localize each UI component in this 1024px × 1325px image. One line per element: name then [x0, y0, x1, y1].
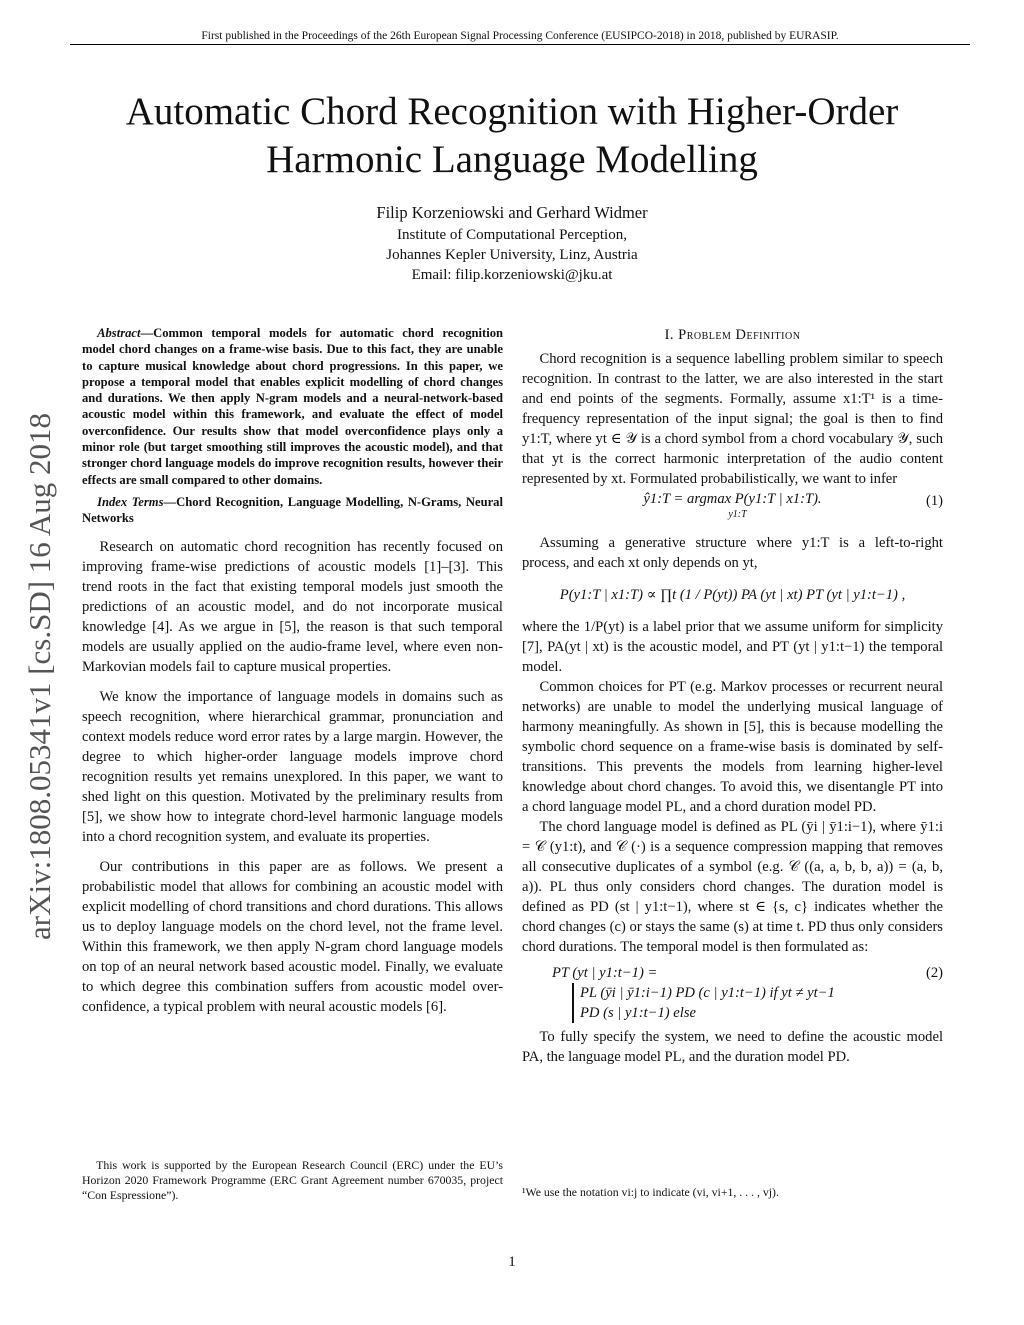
equation-2-lhs: PT (yt | y1:t−1) =: [552, 965, 658, 981]
equation-2-case-1: PL (ȳi | ȳ1:i−1) PD (c | y1:t−1) if yt ≠ yt−1: [580, 985, 835, 1001]
equation-2-case-2: PD (s | y1:t−1) else: [580, 1005, 696, 1021]
index-terms-label: Index Terms: [97, 494, 164, 509]
funding-footnote-text: This work is supported by the European Research Council (ERC) under the EU’s Horizon 2020 Framework Programme (ERC Grant Agreement number 670035, project “Con Espressione”).: [82, 1158, 503, 1202]
equation-1-number: (1): [925, 493, 943, 509]
intro-paragraph-1: Research on automatic chord recognition has recently focused on improving frame-wise predictions of acoustic models [1]–[3]. This trend roots in the fact that existing temporal models just smooth the predictions of an acoustic model, and do not incorporate musical knowledge [4]. As we argue in [5], the reason is that such temporal models are usually applied on the audio-frame level, where even non-Markovian models fail to capture musical properties.: [82, 538, 503, 675]
authors: Filip Korzeniowski and Gerhard Widmer: [376, 203, 648, 222]
paper-title: [60, 88, 964, 184]
equation-1: [522, 489, 943, 533]
equation-2-cases: [572, 983, 943, 1023]
section1-paragraph-4: Common choices for PT (e.g. Markov processes or recurrent neural networks) are unable to model the underlying musical language of harmony meaningfully. As shown in [5], this is because modelling the symbolic chord sequence on a frame-wise basis is dominated by self-transitions. This prevents the models from learning higher-level knowledge about chord changes. To avoid this, we disentangle PT into a chord language model PL, and a chord duration model PD.: [522, 679, 943, 815]
funding-footnote: [82, 1158, 503, 1203]
abstract-label: Abstract: [97, 326, 141, 340]
header-rule: [70, 44, 970, 45]
abstract: [82, 325, 503, 488]
right-column: [522, 325, 943, 1067]
section1-paragraph-3: where the 1/P(yt) is a label prior that we assume uniform for simplicity [7], PA(yt | xt) is the acoustic model, and PT (yt | y1:t−1) the temporal model.: [522, 619, 943, 675]
title-line-2: Harmonic Language Modelling: [266, 138, 758, 181]
affiliation-line: Institute of Computational Perception,: [397, 227, 627, 243]
email-line: Email: filip.korzeniowski@jku.at: [411, 267, 613, 283]
equation-2-number: (2): [925, 965, 943, 981]
equation-2: [522, 963, 943, 1023]
notation-footnote: ¹We use the notation vi:j to indicate (vi, vi+1, . . . , vj).: [522, 1185, 779, 1199]
equation-1-body: ŷ1:T = argmax P(y1:T | x1:T).: [643, 491, 822, 507]
section1-paragraph-6: To fully specify the system, we need to define the acoustic model PA, the language model PL, and the duration model PD.: [522, 1029, 943, 1065]
intro-paragraph-3: Our contributions in this paper are as follows. We present a probabilistic model that allows for combining an acoustic model with explicit modelling of chord transitions and chord durations. This allows us to deploy language models on the chord level, not the frame level. Within this framework, we then apply N-gram chord language models on top of an neural network based acoustic model. Finally, we evaluate to which degree this combination suffers from acoustic model over-confidence, a typical problem with neural acoustic models [6].: [82, 858, 503, 1015]
running-header: First published in the Proceedings of the 26th European Signal Processing Conference (EUSIPCO-2018) in 2018, published by EURASIP.: [201, 30, 839, 42]
index-terms: [82, 494, 503, 527]
abstract-text: —Common temporal models for automatic chord recognition model chord changes on a frame-wise basis. Due to this fact, they are unable to capture musical knowledge about chord progressions. In this paper, we propose a temporal model that enables explicit modelling of chord changes and durations. We then apply N-gram models and a neural-network-based acoustic model within this framework, and evaluate the effect of model overconfidence. Our results show that model overconfidence plays only a minor role (but target smoothing still improves the acoustic model), and that stronger chord language models do improve recognition results, however their effects are small compared to other domains.: [82, 326, 503, 487]
left-column: [82, 325, 503, 1017]
index-terms-text: —Chord Recognition, Language Modelling, N-Grams, Neural Networks: [82, 494, 503, 526]
intro-paragraph-2: We know the importance of language models in domains such as speech recognition, where hierarchical grammar, pronunciation and context models reduce word error rates by a large margin. However, the degree to which higher-order language models improve chord recognition results yet remains unexplored. In this paper, we want to shed light on this question. Motivated by the preliminary results from [5], we show how to integrate chord-level harmonic language models into a chord recognition system, and evaluate its properties.: [82, 688, 503, 845]
section-heading: I. Problem Definition: [664, 327, 801, 343]
title-line-1: Automatic Chord Recognition with Higher-Order: [125, 90, 899, 133]
section1-paragraph-1: Chord recognition is a sequence labelling problem similar to speech recognition. In contrast to the latter, we are also interested in the start and end points of the segments. Formally, assume x1:T¹ is a time-frequency representation of the input signal; the goal is then to find y1:T, where yt ∈ 𝒴 is a chord symbol from a chord vocabulary 𝒴, such that yt is the correct harmonic interpretation of the audio content represented by xt. Formulated probabilistically, we want to infer: [522, 351, 943, 487]
page-number: 1: [508, 1254, 516, 1270]
affiliation-line: Johannes Kepler University, Linz, Austria: [386, 247, 638, 263]
arxiv-watermark: arXiv:1808.05341v1 [cs.SD] 16 Aug 2018: [22, 413, 57, 940]
generative-equation: P(y1:T | x1:T) ∝ ∏t (1 / P(yt)) PA (yt | xt) PT (yt | y1:t−1) ,: [559, 587, 906, 603]
section1-paragraph-2: Assuming a generative structure where y1:T is a left-to-right process, and each xt only depends on yt,: [522, 535, 943, 571]
affiliation: [0, 225, 1024, 285]
equation-1-subscript: y1:T: [728, 509, 747, 520]
section1-paragraph-5: The chord language model is defined as PL (ȳi | ȳ1:i−1), where ȳ1:i = 𝒞 (y1:t), and 𝒞 (·) is a sequence compression mapping that removes all consecutive duplicates of a symbol (e.g. 𝒞 ((a, a, b, b, a)) = (a, b, a)). PL thus only considers chord changes. The duration model is defined as PD (st | y1:t−1), where st ∈ {s, c} indicates whether the chord changes (c) or stays the same (s) at time t. PD thus only considers chord durations. The temporal model is then formulated as:: [522, 819, 943, 955]
